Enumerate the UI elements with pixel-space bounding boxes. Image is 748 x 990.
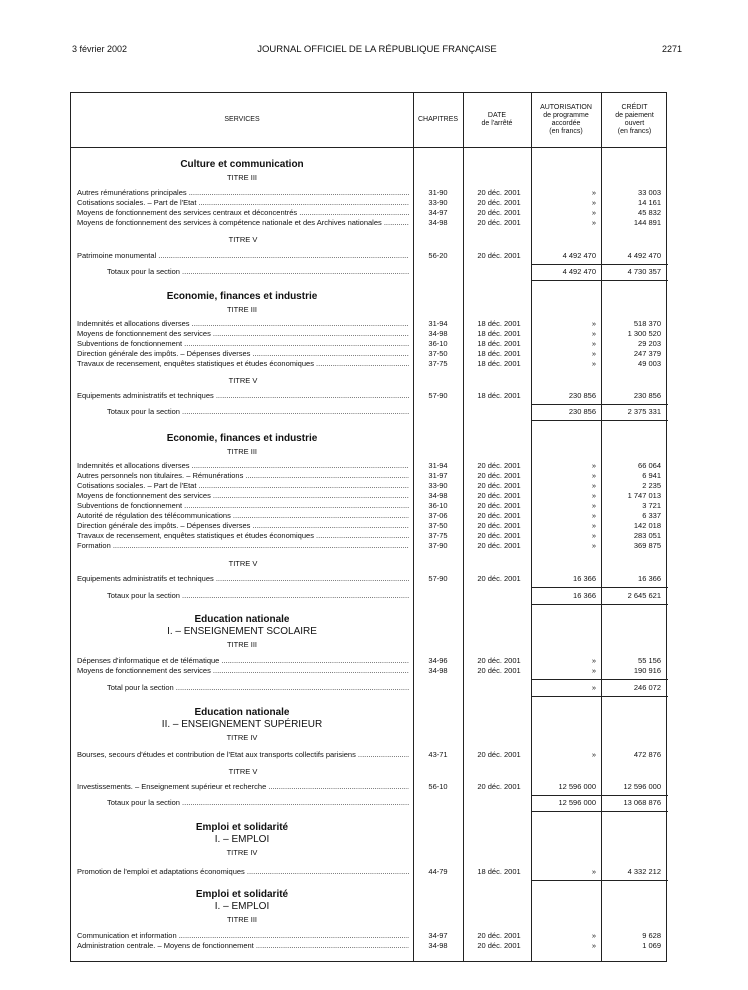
decree-date: 20 déc. 2001 bbox=[477, 491, 521, 500]
authorisation-amount: » bbox=[591, 521, 596, 530]
decree-date: 18 déc. 2001 bbox=[477, 349, 521, 358]
credit-amount: 16 366 bbox=[638, 574, 661, 583]
credit-amount: 66 064 bbox=[638, 461, 661, 470]
authorisation-amount: » bbox=[591, 359, 596, 368]
authorisation-amount: » bbox=[591, 931, 596, 940]
table-row bbox=[71, 931, 666, 941]
section-heading bbox=[71, 433, 413, 457]
col-header-services: SERVICES bbox=[224, 116, 260, 123]
table-row bbox=[71, 782, 666, 792]
service-label: Dépenses d'informatique et de télématique ..... bbox=[77, 656, 409, 666]
authorisation-amount: » bbox=[591, 656, 596, 665]
service-label: Autres rémunérations principales ..... bbox=[77, 188, 409, 198]
titre-label: TITRE III bbox=[227, 305, 257, 314]
authorisation-amount: » bbox=[591, 867, 596, 876]
section-subtitle: I. – EMPLOI bbox=[214, 834, 270, 845]
decree-date: 20 déc. 2001 bbox=[477, 188, 521, 197]
decree-date: 20 déc. 2001 bbox=[477, 931, 521, 940]
decree-date: 20 déc. 2001 bbox=[477, 666, 521, 675]
amount-rule bbox=[531, 420, 668, 421]
table-row bbox=[71, 329, 666, 339]
decree-date: 20 déc. 2001 bbox=[477, 481, 521, 490]
amount-rule bbox=[531, 880, 668, 881]
authorisation-amount: » bbox=[591, 666, 596, 675]
authorisation-amount: » bbox=[591, 501, 596, 510]
chapter-code: 34-97 bbox=[428, 208, 448, 217]
service-label: Administration centrale. – Moyens de fonctionnement ..... bbox=[77, 941, 409, 951]
table-row bbox=[71, 511, 666, 521]
amount-rule bbox=[531, 587, 668, 588]
section-subtitle: II. – ENSEIGNEMENT SUPÉRIEUR bbox=[161, 719, 323, 730]
chapter-code: 34-97 bbox=[428, 931, 448, 940]
credit-amount: 230 856 bbox=[633, 391, 661, 400]
table-row bbox=[71, 574, 666, 584]
table-row bbox=[71, 481, 666, 491]
amount-rule bbox=[531, 604, 668, 605]
section-heading bbox=[71, 707, 413, 743]
amount-rule bbox=[531, 679, 668, 680]
appropriations-table bbox=[70, 92, 667, 962]
table-row bbox=[71, 188, 666, 198]
service-label: Moyens de fonctionnement des services ..... bbox=[77, 491, 409, 501]
service-label: Subventions de fonctionnement ..... bbox=[77, 501, 409, 511]
section-subtitle: I. – ENSEIGNEMENT SCOLAIRE bbox=[167, 626, 317, 637]
table-row bbox=[71, 198, 666, 208]
decree-date: 20 déc. 2001 bbox=[477, 501, 521, 510]
chapter-code: 31-94 bbox=[428, 461, 448, 470]
table-row bbox=[71, 319, 666, 329]
authorisation-amount: » bbox=[591, 481, 596, 490]
chapter-code: 57-90 bbox=[428, 574, 448, 583]
authorisation-amount: » bbox=[591, 541, 596, 550]
total-row bbox=[71, 267, 666, 277]
service-label: Totaux pour la section ..... bbox=[107, 798, 409, 808]
amount-rule bbox=[531, 280, 668, 281]
credit-amount: 4 730 357 bbox=[627, 267, 661, 276]
service-label: Cotisations sociales. – Part de l'Etat ..... bbox=[77, 198, 409, 208]
section-title: Culture et communication bbox=[180, 159, 304, 170]
service-label: Cotisations sociales. – Part de l'Etat ..... bbox=[77, 481, 409, 491]
titre-label: TITRE IV bbox=[226, 848, 258, 857]
credit-amount: 29 203 bbox=[638, 339, 661, 348]
chapter-code: 31-97 bbox=[428, 471, 448, 480]
credit-amount: 472 876 bbox=[633, 750, 661, 759]
table-header bbox=[71, 93, 666, 148]
decree-date: 18 déc. 2001 bbox=[477, 359, 521, 368]
section-title: Education nationale bbox=[194, 614, 290, 625]
decree-date: 20 déc. 2001 bbox=[477, 208, 521, 217]
authorisation-amount: 230 856 bbox=[568, 407, 596, 416]
credit-amount: 4 492 470 bbox=[627, 251, 661, 260]
chapter-code: 36-10 bbox=[428, 501, 448, 510]
chapter-code: 34-98 bbox=[428, 491, 448, 500]
authorisation-amount: » bbox=[591, 319, 596, 328]
chapter-code: 56-10 bbox=[428, 782, 448, 791]
authorisation-amount: » bbox=[591, 461, 596, 470]
credit-amount: 4 332 212 bbox=[627, 867, 661, 876]
authorisation-amount: 4 492 470 bbox=[562, 267, 596, 276]
chapter-code: 33-90 bbox=[428, 198, 448, 207]
authorisation-amount: 12 596 000 bbox=[558, 798, 596, 807]
decree-date: 20 déc. 2001 bbox=[477, 461, 521, 470]
table-row bbox=[71, 656, 666, 666]
service-label: Total pour la section ..... bbox=[107, 683, 409, 693]
titre-label: TITRE III bbox=[227, 640, 257, 649]
decree-date: 20 déc. 2001 bbox=[477, 750, 521, 759]
section-heading bbox=[71, 291, 413, 315]
credit-amount: 55 156 bbox=[638, 656, 661, 665]
chapter-code: 43-71 bbox=[428, 750, 448, 759]
section-heading bbox=[71, 159, 413, 183]
credit-amount: 2 375 331 bbox=[627, 407, 661, 416]
credit-amount: 247 379 bbox=[633, 349, 661, 358]
titre-label: TITRE V bbox=[228, 559, 258, 568]
table-row bbox=[71, 349, 666, 359]
col-header-autorisation: AUTORISATION de programme accordée (en francs) bbox=[540, 104, 592, 135]
amount-rule bbox=[531, 696, 668, 697]
chapter-code: 36-10 bbox=[428, 339, 448, 348]
service-label: Equipements administratifs et techniques ..... bbox=[77, 391, 409, 401]
amount-rule bbox=[531, 795, 668, 796]
authorisation-amount: » bbox=[591, 198, 596, 207]
credit-amount: 12 596 000 bbox=[623, 782, 661, 791]
credit-amount: 246 072 bbox=[633, 683, 661, 692]
chapter-code: 34-98 bbox=[428, 329, 448, 338]
credit-amount: 3 721 bbox=[642, 501, 661, 510]
section-heading bbox=[71, 889, 413, 925]
total-row bbox=[71, 407, 666, 417]
authorisation-amount: » bbox=[591, 471, 596, 480]
table-row bbox=[71, 750, 666, 760]
credit-amount: 190 916 bbox=[633, 666, 661, 675]
credit-amount: 283 051 bbox=[633, 531, 661, 540]
service-label: Equipements administratifs et techniques ..... bbox=[77, 574, 409, 584]
chapter-code: 37-90 bbox=[428, 541, 448, 550]
service-label: Direction générale des impôts. – Dépenses diverses ..... bbox=[77, 349, 409, 359]
service-label: Travaux de recensement, enquêtes statistiques et études économiques ..... bbox=[77, 359, 409, 369]
section-title: Education nationale bbox=[194, 707, 290, 718]
table-row bbox=[71, 391, 666, 401]
table-row bbox=[71, 461, 666, 471]
credit-amount: 2 645 621 bbox=[627, 591, 661, 600]
table-row bbox=[71, 251, 666, 261]
service-label: Totaux pour la section ..... bbox=[107, 267, 409, 277]
chapter-code: 37-50 bbox=[428, 521, 448, 530]
service-label: Promotion de l'emploi et adaptations économiques ..... bbox=[77, 867, 409, 877]
table-row bbox=[71, 208, 666, 218]
chapter-code: 56-20 bbox=[428, 251, 448, 260]
authorisation-amount: » bbox=[591, 750, 596, 759]
service-label: Communication et information ..... bbox=[77, 931, 409, 941]
decree-date: 20 déc. 2001 bbox=[477, 471, 521, 480]
service-label: Autres personnels non titulaires. – Rémunérations ..... bbox=[77, 471, 409, 481]
credit-amount: 518 370 bbox=[633, 319, 661, 328]
service-label: Moyens de fonctionnement des services à compétence nationale et des Archives nationales ..... bbox=[77, 218, 409, 228]
service-label: Moyens de fonctionnement des services ..... bbox=[77, 329, 409, 339]
authorisation-amount: 16 366 bbox=[573, 574, 596, 583]
decree-date: 20 déc. 2001 bbox=[477, 218, 521, 227]
credit-amount: 6 941 bbox=[642, 471, 661, 480]
section-title: Emploi et solidarité bbox=[195, 889, 289, 900]
decree-date: 20 déc. 2001 bbox=[477, 521, 521, 530]
service-label: Indemnités et allocations diverses ..... bbox=[77, 461, 409, 471]
authorisation-amount: » bbox=[591, 329, 596, 338]
col-header-date: DATE de l'arrêté bbox=[481, 112, 513, 127]
journal-title: JOURNAL OFFICIEL DE LA RÉPUBLIQUE FRANÇAISE bbox=[257, 44, 497, 55]
credit-amount: 369 875 bbox=[633, 541, 661, 550]
total-row bbox=[71, 591, 666, 601]
chapter-code: 34-98 bbox=[428, 666, 448, 675]
titre-label: TITRE V bbox=[228, 235, 258, 244]
decree-date: 20 déc. 2001 bbox=[477, 198, 521, 207]
chapter-code: 37-75 bbox=[428, 531, 448, 540]
decree-date: 20 déc. 2001 bbox=[477, 511, 521, 520]
table-row bbox=[71, 491, 666, 501]
service-label: Subventions de fonctionnement ..... bbox=[77, 339, 409, 349]
credit-amount: 45 832 bbox=[638, 208, 661, 217]
titre-label: TITRE V bbox=[228, 376, 258, 385]
chapter-code: 44-79 bbox=[428, 867, 448, 876]
authorisation-amount: » bbox=[591, 683, 596, 692]
service-label: Totaux pour la section ..... bbox=[107, 407, 409, 417]
credit-amount: 1 300 520 bbox=[627, 329, 661, 338]
service-label: Moyens de fonctionnement des services centraux et déconcentrés ..... bbox=[77, 208, 409, 218]
col-header-credit: CRÉDIT de paiement ouvert (en francs) bbox=[615, 104, 654, 135]
section-title: Emploi et solidarité bbox=[195, 822, 289, 833]
chapter-code: 34-98 bbox=[428, 218, 448, 227]
decree-date: 20 déc. 2001 bbox=[477, 531, 521, 540]
authorisation-amount: » bbox=[591, 208, 596, 217]
authorisation-amount: » bbox=[591, 188, 596, 197]
table-row bbox=[71, 867, 666, 877]
credit-amount: 14 161 bbox=[638, 198, 661, 207]
table-row bbox=[71, 471, 666, 481]
decree-date: 18 déc. 2001 bbox=[477, 329, 521, 338]
service-label: Patrimoine monumental ..... bbox=[77, 251, 409, 261]
authorisation-amount: » bbox=[591, 339, 596, 348]
chapter-code: 31-90 bbox=[428, 188, 448, 197]
decree-date: 20 déc. 2001 bbox=[477, 782, 521, 791]
service-label: Formation ..... bbox=[77, 541, 409, 551]
titre-label: TITRE IV bbox=[226, 733, 258, 742]
table-row bbox=[71, 339, 666, 349]
authorisation-amount: » bbox=[591, 349, 596, 358]
amount-rule bbox=[531, 811, 668, 812]
decree-date: 20 déc. 2001 bbox=[477, 941, 521, 950]
service-label: Travaux de recensement, enquêtes statistiques et études économiques ..... bbox=[77, 531, 409, 541]
decree-date: 20 déc. 2001 bbox=[477, 574, 521, 583]
section-subtitle: I. – EMPLOI bbox=[214, 901, 270, 912]
service-label: Moyens de fonctionnement des services ..... bbox=[77, 666, 409, 676]
chapter-code: 33-90 bbox=[428, 481, 448, 490]
authorisation-amount: 4 492 470 bbox=[562, 251, 596, 260]
table-body bbox=[71, 147, 666, 961]
section-heading bbox=[71, 614, 413, 650]
amount-rule bbox=[531, 404, 668, 405]
table-row bbox=[71, 666, 666, 676]
table-row bbox=[71, 521, 666, 531]
authorisation-amount: » bbox=[591, 941, 596, 950]
authorisation-amount: 12 596 000 bbox=[558, 782, 596, 791]
credit-amount: 6 337 bbox=[642, 511, 661, 520]
amount-rule bbox=[531, 264, 668, 265]
chapter-code: 37-75 bbox=[428, 359, 448, 368]
credit-amount: 144 891 bbox=[633, 218, 661, 227]
credit-amount: 49 003 bbox=[638, 359, 661, 368]
authorisation-amount: » bbox=[591, 531, 596, 540]
titre-label: TITRE III bbox=[227, 915, 257, 924]
chapter-code: 34-98 bbox=[428, 941, 448, 950]
authorisation-amount: » bbox=[591, 218, 596, 227]
chapter-code: 31-94 bbox=[428, 319, 448, 328]
service-label: Direction générale des impôts. – Dépenses diverses ..... bbox=[77, 521, 409, 531]
table-row bbox=[71, 941, 666, 951]
service-label: Autorité de régulation des télécommunications ..... bbox=[77, 511, 409, 521]
section-title: Economie, finances et industrie bbox=[166, 433, 318, 444]
authorisation-amount: » bbox=[591, 511, 596, 520]
authorisation-amount: 16 366 bbox=[573, 591, 596, 600]
titre-label: TITRE V bbox=[228, 767, 258, 776]
page-header bbox=[72, 44, 682, 58]
decree-date: 20 déc. 2001 bbox=[477, 656, 521, 665]
table-row bbox=[71, 218, 666, 228]
credit-amount: 9 628 bbox=[642, 931, 661, 940]
credit-amount: 2 235 bbox=[642, 481, 661, 490]
service-label: Bourses, secours d'études et contribution de l'Etat aux transports collectifs parisiens ..... bbox=[77, 750, 409, 760]
chapter-code: 37-06 bbox=[428, 511, 448, 520]
credit-amount: 1 069 bbox=[642, 941, 661, 950]
table-row bbox=[71, 531, 666, 541]
table-row bbox=[71, 359, 666, 369]
publication-date: 3 février 2002 bbox=[72, 44, 128, 54]
page-number: 2271 bbox=[661, 44, 682, 54]
service-label: Indemnités et allocations diverses ..... bbox=[77, 319, 409, 329]
credit-amount: 1 747 013 bbox=[627, 491, 661, 500]
table-row bbox=[71, 501, 666, 511]
decree-date: 20 déc. 2001 bbox=[477, 541, 521, 550]
authorisation-amount: » bbox=[591, 491, 596, 500]
service-label: Totaux pour la section ..... bbox=[107, 591, 409, 601]
decree-date: 18 déc. 2001 bbox=[477, 391, 521, 400]
titre-label: TITRE III bbox=[227, 173, 257, 182]
credit-amount: 13 068 876 bbox=[623, 798, 661, 807]
col-header-chapitres: CHAPITRES bbox=[417, 116, 459, 123]
decree-date: 18 déc. 2001 bbox=[477, 339, 521, 348]
section-title: Economie, finances et industrie bbox=[166, 291, 318, 302]
authorisation-amount: 230 856 bbox=[568, 391, 596, 400]
decree-date: 20 déc. 2001 bbox=[477, 251, 521, 260]
decree-date: 18 déc. 2001 bbox=[477, 867, 521, 876]
total-row bbox=[71, 798, 666, 808]
chapter-code: 37-50 bbox=[428, 349, 448, 358]
decree-date: 18 déc. 2001 bbox=[477, 319, 521, 328]
chapter-code: 34-96 bbox=[428, 656, 448, 665]
total-row bbox=[71, 683, 666, 693]
titre-label: TITRE III bbox=[227, 447, 257, 456]
chapter-code: 57-90 bbox=[428, 391, 448, 400]
credit-amount: 33 003 bbox=[638, 188, 661, 197]
credit-amount: 142 018 bbox=[633, 521, 661, 530]
service-label: Investissements. – Enseignement supérieur et recherche ..... bbox=[77, 782, 409, 792]
section-heading bbox=[71, 822, 413, 858]
table-row bbox=[71, 541, 666, 551]
